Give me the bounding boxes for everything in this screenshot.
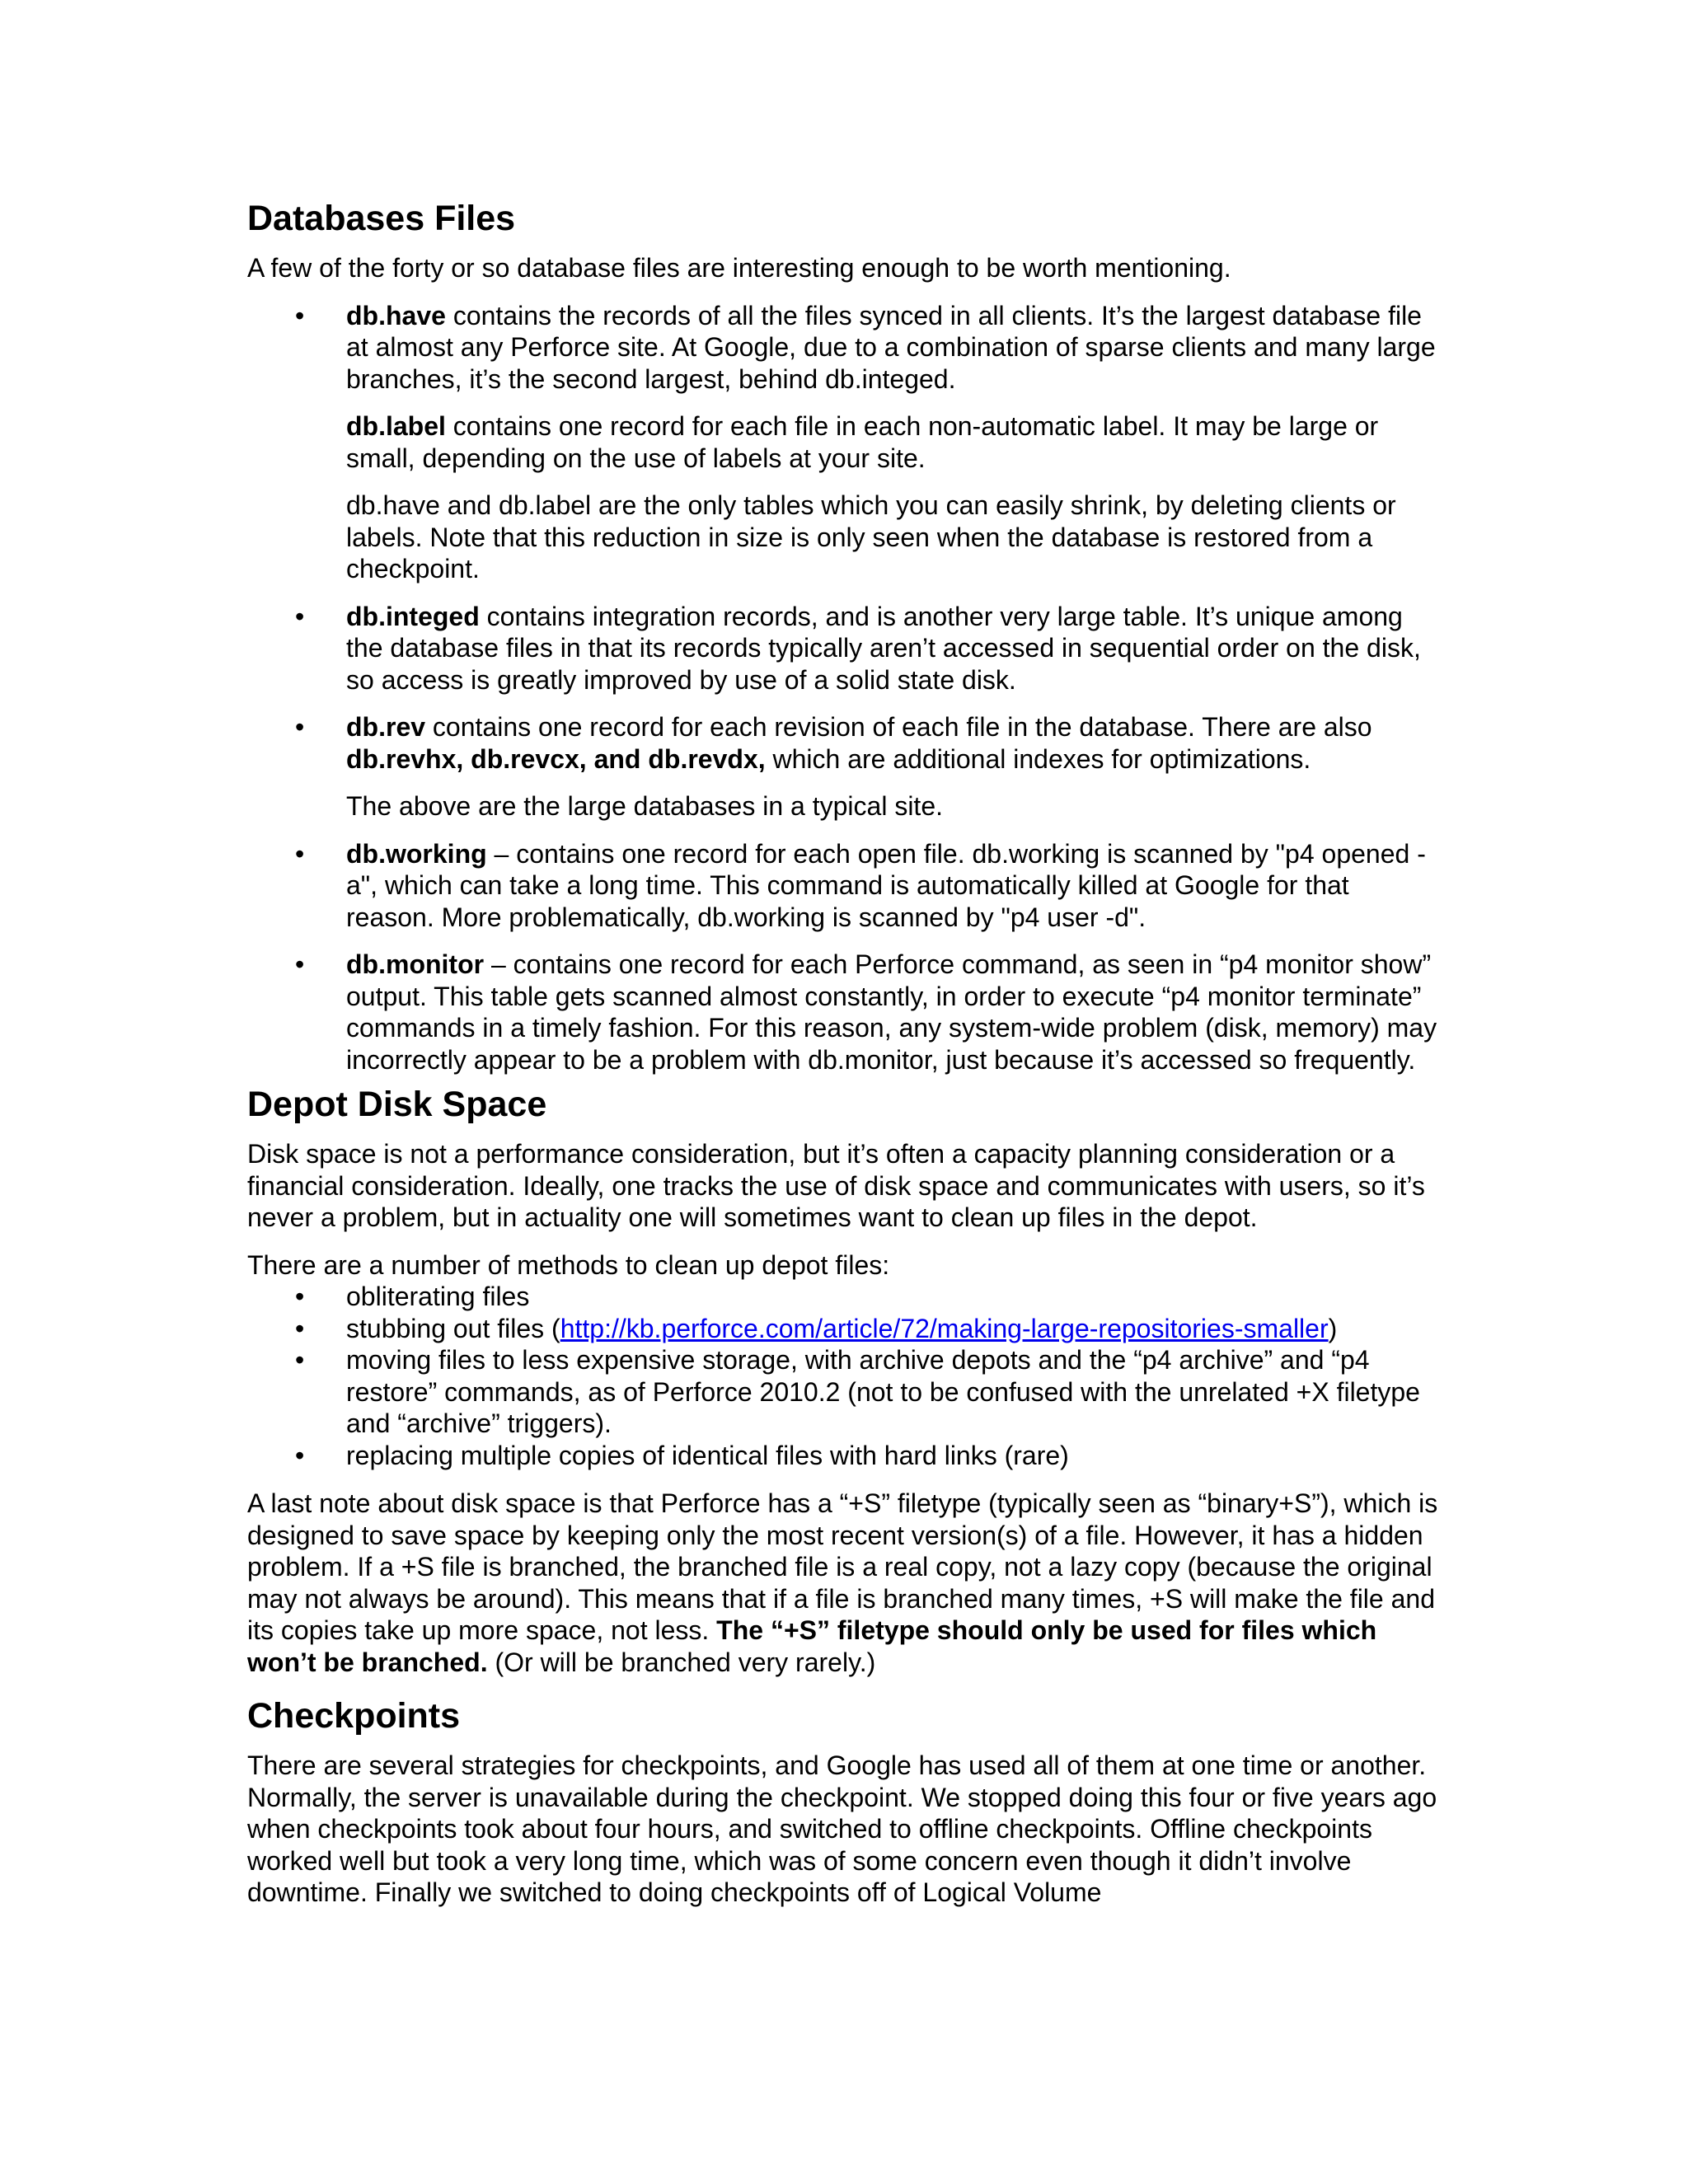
section-heading-checkpoints: Checkpoints <box>247 1696 461 1736</box>
kb-article-link[interactable]: http://kb.perforce.com/article/72/making-large-repositories-smaller <box>560 1313 1329 1343</box>
section-heading-databases: Databases Files <box>247 199 516 238</box>
db-integed-paragraph <box>346 601 1442 696</box>
database-files-list <box>247 300 1442 1076</box>
db-monitor-text: – contains one record for each Perforce command, as seen in “p4 monitor show” output. This table gets scanned almost constantly, in order to execute “p4 monitor terminate” commands in a timely fashion. For this reason, any system-wide problem (disk, memory) may incorrectly appear to be a problem with db.monitor, just because it’s accessed so frequently. <box>346 949 1437 1075</box>
db-integed-text: contains integration records, and is another very large table. It’s unique among the database files in that its records typically aren’t accessed in sequential order on the disk, so access is greatly improved by use of a solid state disk. <box>346 601 1421 695</box>
db-rev-text-a: contains one record for each revision of each file in the database. There are also <box>425 712 1372 742</box>
db-rev-paragraph <box>346 711 1442 775</box>
bullet-icon: • <box>295 949 305 979</box>
db-have-text: contains the records of all the files synced in all clients. It’s the largest database file at almost any Perforce site. At Google, due to a combination of sparse clients and many large branches, it’s the second largest, behind db.integed. <box>346 300 1436 394</box>
db-label-text: contains one record for each file in each non-automatic label. It may be large or small, depending on the use of labels at your site. <box>346 411 1379 473</box>
db-have-name: db.have <box>346 300 446 330</box>
depot-paragraph-1: Disk space is not a performance consideration, but it’s often a capacity planning consideration or a financial consideration. Ideally, one tracks the use of disk space and communicates with users, so it’s never a problem, but in actuality one will sometimes want to clean up files in the depot. <box>247 1139 1425 1232</box>
db-rev-name: db.rev <box>346 712 426 742</box>
db-rev-indexes: db.revhx, db.revcx, and db.revdx, <box>346 743 766 774</box>
cleanup-methods-list <box>247 1281 1442 1471</box>
db-have-paragraph <box>346 300 1442 396</box>
db-monitor-paragraph <box>346 949 1442 1076</box>
shrink-note: db.have and db.label are the only tables which you can easily shrink, by deleting clients or labels. Note that this reduction in size is only seen when the database is restored from a checkpoint. <box>346 490 1396 583</box>
db-working-text: – contains one record for each open file. db.working is scanned by "p4 opened -a", which can take a long time. This command is automatically killed at Google for that reason. More problematically, db.working is scanned by "p4 user -d". <box>346 838 1426 932</box>
bullet-icon: • <box>295 712 305 742</box>
db-label-name: db.label <box>346 411 446 441</box>
list-item-db-working <box>247 838 1442 934</box>
depot-methods-intro: There are a number of methods to clean up depot files: <box>247 1249 890 1280</box>
db-monitor-name: db.monitor <box>346 949 485 979</box>
db-integed-name: db.integed <box>346 601 480 631</box>
list-item-stub <box>247 1313 1442 1345</box>
method-stub-text-c: ) <box>1328 1313 1338 1343</box>
list-item-replace <box>247 1440 1442 1472</box>
list-item-obliterate <box>247 1281 1442 1313</box>
method-stub <box>346 1313 1442 1345</box>
bullet-icon: • <box>295 1313 305 1343</box>
last-note-text-a: A last note about disk space is that Perforce has a “+S” filetype (typically seen as “binary+S”), which is designed to save space by keeping only the most recent version(s) of a file. However, it has a hidden problem. If a +S file is branched, the branched file is a real copy, not a lazy copy (because the original may not always be around). This means that if a file is branched many times, +S will make the file and its copies take up more space, not less. <box>247 1488 1438 1645</box>
db-rev-text-c: which are additional indexes for optimizations. <box>765 743 1311 774</box>
method-replace: replacing multiple copies of identical files with hard links (rare) <box>346 1440 1069 1470</box>
db-working-name: db.working <box>346 838 487 869</box>
bullet-icon: • <box>295 1440 305 1470</box>
list-item-db-rev <box>247 711 1442 823</box>
list-item-db-monitor <box>247 949 1442 1076</box>
method-stub-text-a: stubbing out files ( <box>346 1313 560 1343</box>
bullet-icon: • <box>295 838 305 869</box>
section-heading-depot-disk-space: Depot Disk Space <box>247 1085 547 1124</box>
bullet-icon: • <box>295 300 305 330</box>
bullet-icon: • <box>295 1345 305 1375</box>
last-note-bold: The “+S” filetype should only be used for files which won’t be branched. <box>247 1615 1377 1677</box>
databases-intro: A few of the forty or so database files are interesting enough to be worth mentioning. <box>247 253 1231 283</box>
page-content <box>247 196 1442 1924</box>
depot-last-note <box>247 1488 1442 1678</box>
list-item-db-integed <box>247 601 1442 696</box>
db-working-paragraph <box>346 838 1442 934</box>
bullet-icon: • <box>295 1282 305 1311</box>
checkpoints-paragraph-1: There are several strategies for checkpoints, and Google has used all of them at one time or another. Normally, the server is unavailable during the checkpoint. We stopped doing this four or five years ago when checkpoints took about four hours, and switched to offline checkpoints. Offline checkpoints worked well but took a very long time, which was of some concern even though it didn’t involve downtime. Finally we switched to doing checkpoints off of Logical Volume <box>247 1750 1437 1907</box>
large-databases-note: The above are the large databases in a typical site. <box>346 791 943 821</box>
last-note-text-c: (Or will be branched very rarely.) <box>487 1647 876 1677</box>
db-label-paragraph <box>346 410 1442 474</box>
bullet-icon: • <box>295 601 305 631</box>
method-obliterate: obliterating files <box>346 1282 530 1311</box>
list-item-move <box>247 1344 1442 1440</box>
list-item-db-have <box>247 300 1442 585</box>
method-move: moving files to less expensive storage, with archive depots and the “p4 archive” and “p4 restore” commands, as of Perforce 2010.2 (not to be confused with the unrelated +X filetype and “archive” triggers). <box>346 1345 1420 1438</box>
